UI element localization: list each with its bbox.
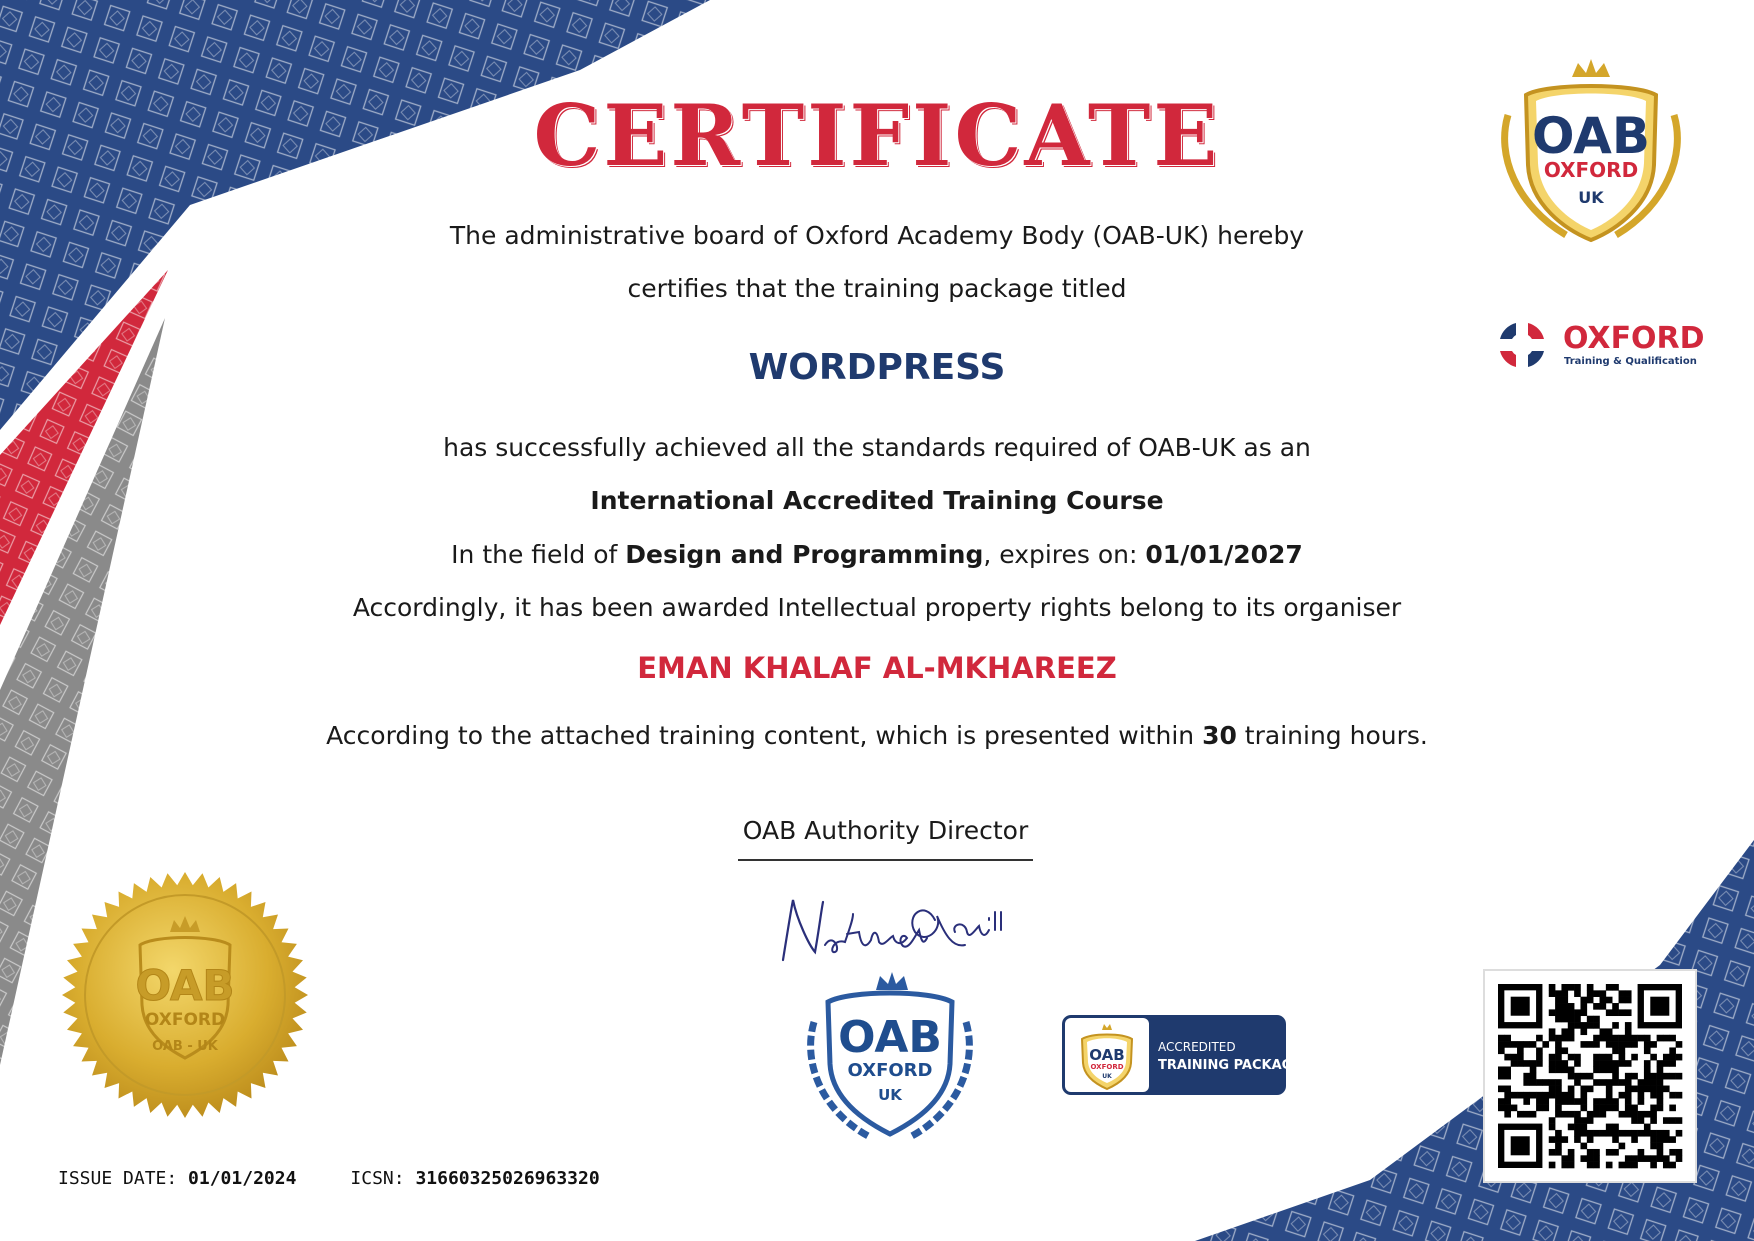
certificate-title: CERTIFICATE [533,86,1221,185]
emblem-sub: OXFORD [847,1060,933,1081]
main-logo-country: UK [1578,188,1604,207]
hours-suffix: training hours. [1236,721,1428,750]
badge-line-1: ACCREDITED [1158,1040,1236,1054]
badge-logo-sub: OXFORD [1090,1063,1124,1071]
icsn-label: ICSN: [350,1168,416,1189]
emblem-country: UK [878,1086,902,1104]
hours-prefix: According to the attached training content, which is presented within [326,721,1203,750]
icsn-number: 31660325026963320 [415,1168,600,1189]
hours-line [0,720,1754,752]
organiser-name: EMAN KHALAF AL-MKHAREEZ [637,651,1117,685]
badge-logo-text: OAB [1089,1046,1125,1064]
intro-line-1: The administrative board of Oxford Academy Body (OAB-UK) hereby [449,221,1305,250]
achievement-line: has successfully achieved all the standards required of OAB-UK as an [443,433,1311,462]
main-logo-text: OAB [1532,107,1650,165]
signature-icon [775,890,1005,970]
seal-sub: OXFORD [144,1010,226,1030]
field-prefix: In the field of [451,540,626,569]
director-block [738,815,1033,861]
issue-date-label: ISSUE DATE: [58,1168,189,1189]
accredited-badge-icon [1062,1015,1302,1095]
footer [58,1168,600,1189]
main-logo-icon [1486,55,1696,250]
oxford-logo-icon [1488,310,1705,380]
seal-bottom: OAB - UK [152,1039,218,1054]
training-hours: 30 [1202,721,1237,750]
field-line [0,539,1754,571]
field-name: Design and Programming [625,540,984,569]
blue-emblem-icon [800,972,980,1140]
badge-logo-country: UK [1102,1073,1112,1080]
issue-date: 01/01/2024 [188,1168,297,1189]
oxford-tagline: Training & Qualification [1564,356,1697,367]
badge-line-2: TRAINING PACKAGE [1158,1058,1302,1073]
director-title: OAB Authority Director [742,816,1029,845]
main-logo-sub: OXFORD [1543,158,1639,182]
expiry-date: 01/01/2027 [1145,540,1303,569]
signature-rule [738,859,1033,861]
seal-text: OAB [135,961,235,1010]
course-name: WORDPRESS [748,347,1006,388]
course-category: International Accredited Training Course [590,486,1164,515]
expires-label: , expires on: [983,540,1146,569]
emblem-text: OAB [838,1012,942,1063]
intro-line-2: certifies that the training package titled [627,274,1127,303]
oxford-brand: OXFORD [1563,321,1705,356]
qr-code-icon [1484,970,1696,1182]
gold-seal-icon [60,870,310,1120]
award-line: Accordingly, it has been awarded Intellectual property rights belong to its organiser [352,593,1402,622]
